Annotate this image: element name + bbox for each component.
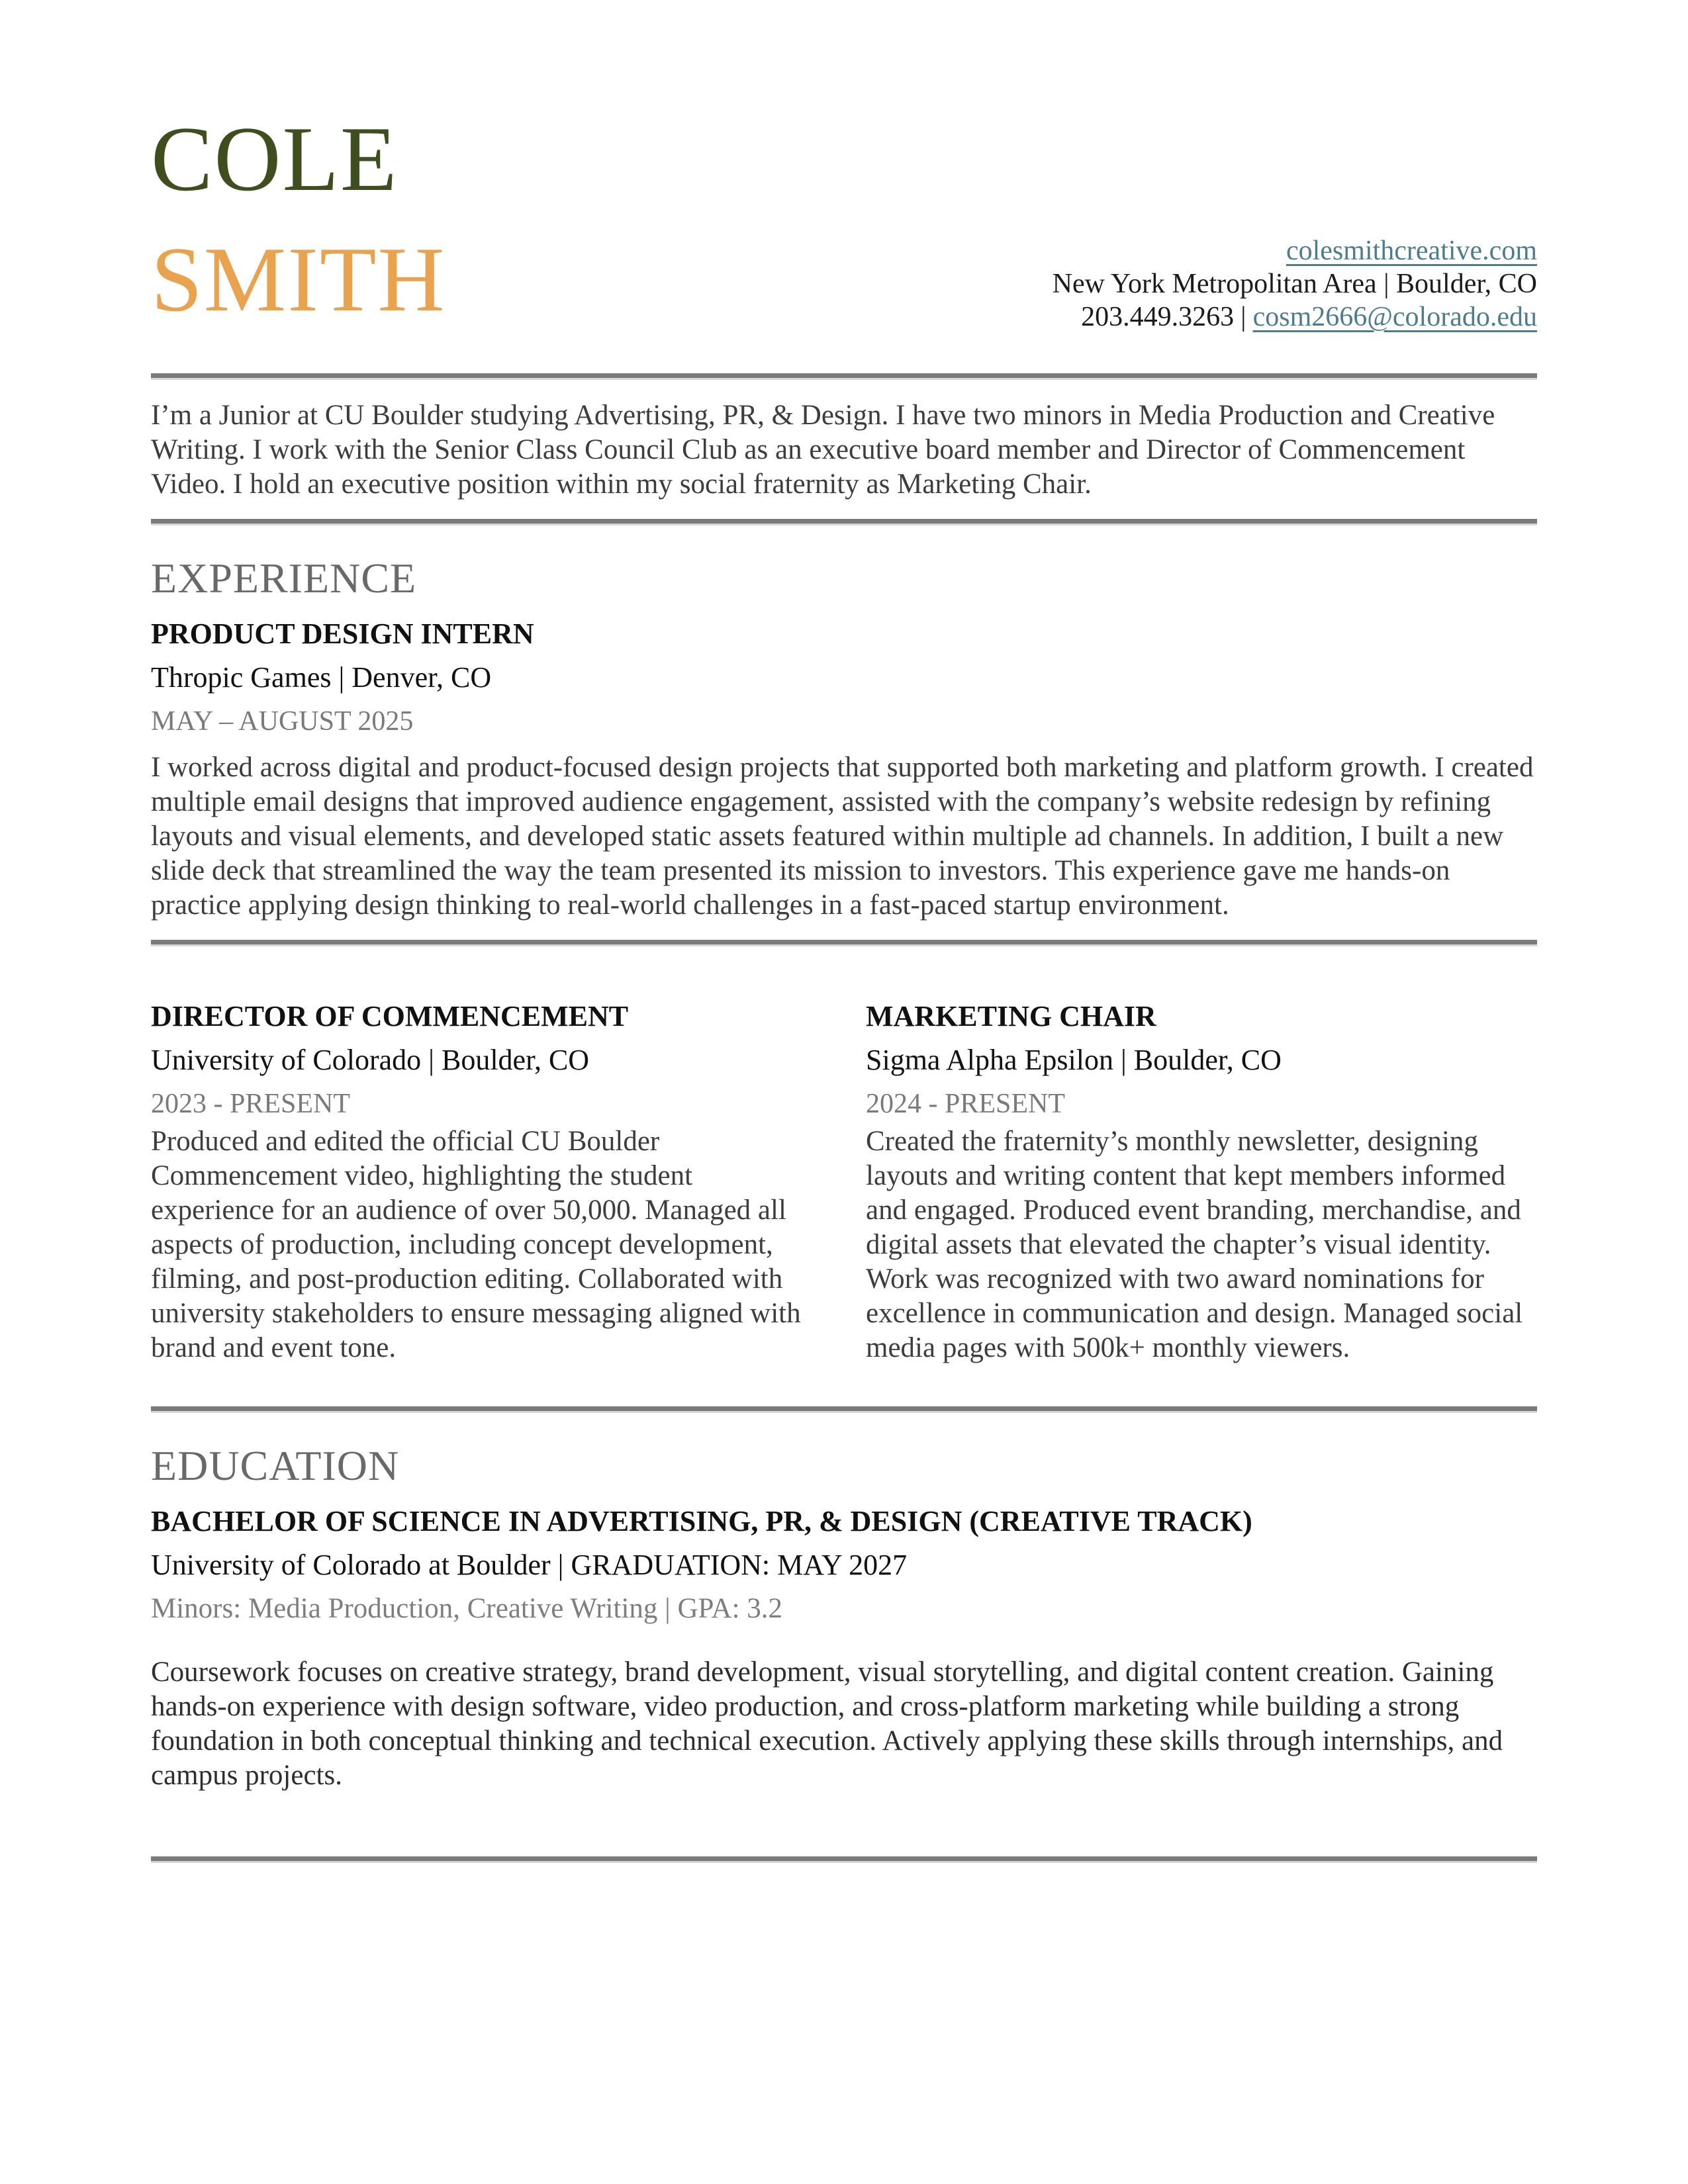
job-marketing-chair [866,999,1537,1365]
last-name: SMITH [151,228,446,331]
job-description: I worked across digital and product-focused design projects that supported both marketing and platform growth. I created multiple email designs that improved audience engagement, assisted with the company’s website redesign by refining layouts and visual elements, and developed static assets featured within multiple ad channels. In addition, I built a new slide deck that streamlined the way the team presented its mission to investors. This experience gave me hands-on practice applying design thinking to real-world challenges in a fast-paced startup environment. [151,752,1534,921]
job-title: PRODUCT DESIGN INTERN [151,617,534,650]
summary-paragraph: I’m a Junior at CU Boulder studying Advertising, PR, & Design. I have two minors in Media Production and Creative Writing. I work with the Senior Class Council Club as an executive board member and Director of Commencement Video. I hold an executive position within my social fraternity as Marketing Chair. [151,400,1495,500]
name-block [151,99,446,340]
education-description: Coursework focuses on creative strategy, brand development, visual storytelling, and digital content creation. Gaining hands-on experience with design software, video production, and cross-platform marketing while building a strong foundation in both conceptual thinking and technical execution. Actively applying these skills through internships, and campus projects. [151,1657,1503,1791]
summary-divider [151,519,1537,525]
job-description: Produced and edited the official CU Boulder Commencement video, highlighting the student experience for an audience of over 50,000. Managed all aspects of production, including concept development, filming, and post-production editing. Collaborated with university stakeholders to ensure messaging aligned with brand and event tone. [151,1126,801,1363]
header [151,0,1537,340]
job-product-design-intern [151,617,1537,923]
footer-divider [151,1856,1537,1863]
job-org: University of Colorado | Boulder, CO [151,1044,590,1076]
contact-block [1053,234,1537,340]
degree-title: BACHELOR OF SCIENCE IN ADVERTISING, PR, & DESIGN (CREATIVE TRACK) [151,1505,1252,1537]
experience-section [151,557,1537,1365]
job-description: Created the fraternity’s monthly newsletter, designing layouts and writing content that kept members informed and engaged. Produced event branding, merchandise, and digital assets that elevated the chapter’s visual identity. Work was recognized with two award nominations for excellence in communication and design. Managed social media pages with 500k+ monthly viewers. [866,1126,1523,1363]
phone-number: 203.449.3263 [1081,302,1235,332]
minors-line: Minors: Media Production, Creative Writing | GPA: 3.2 [151,1593,783,1624]
columns-divider [151,1406,1537,1413]
contact-separator: | [1241,302,1246,332]
job-title: DIRECTOR OF COMMENCEMENT [151,1000,629,1032]
website-link[interactable]: colesmithcreative.com [1286,236,1537,266]
experience-heading: EXPERIENCE [151,555,417,602]
experience-divider [151,940,1537,946]
location-line: New York Metropolitan Area | Boulder, CO [1052,269,1537,299]
phone-email-line [1053,300,1537,334]
email-link[interactable]: cosm2666@colorado.edu [1252,302,1537,332]
school-line: University of Colorado at Boulder | GRADUATION: MAY 2027 [151,1549,908,1581]
job-dates: MAY – AUGUST 2025 [151,706,414,737]
website-line [1053,234,1537,267]
job-org: Sigma Alpha Epsilon | Boulder, CO [866,1044,1282,1076]
header-divider [151,373,1537,380]
experience-columns [151,999,1537,1365]
education-heading: EDUCATION [151,1442,400,1489]
job-title: MARKETING CHAIR [866,1000,1156,1032]
job-dates: 2024 - PRESENT [866,1089,1066,1119]
job-org: Thropic Games | Denver, CO [151,661,492,694]
first-name: COLE [151,108,399,210]
job-director-of-commencement [151,999,822,1365]
job-dates: 2023 - PRESENT [151,1089,351,1119]
education-section [151,1442,1537,1793]
